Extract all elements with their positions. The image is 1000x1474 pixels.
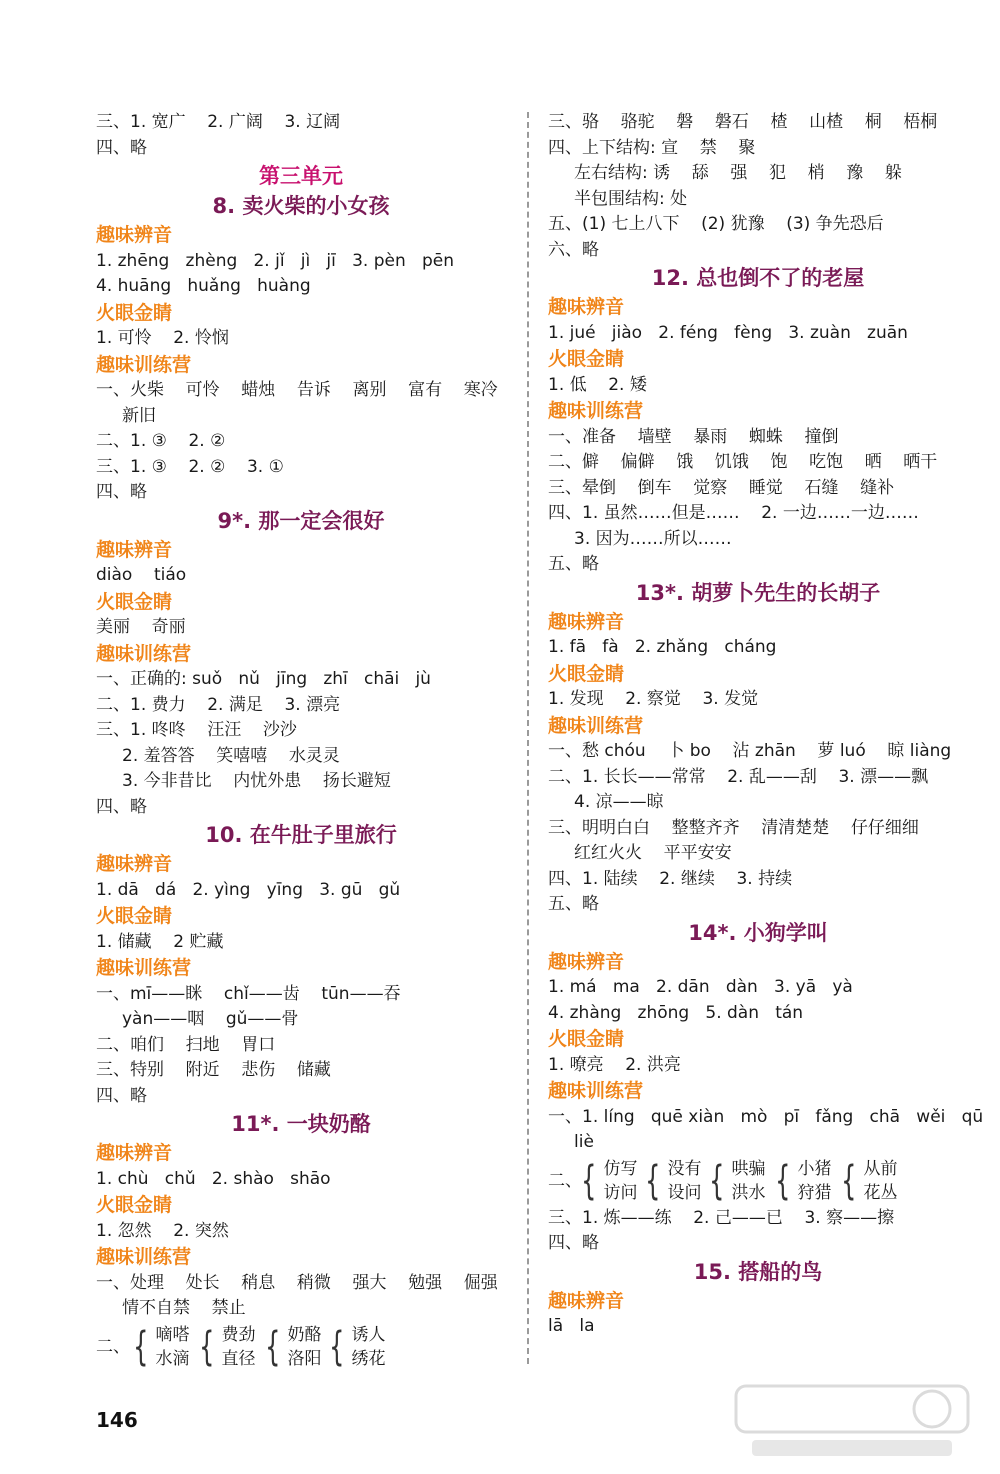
pair-word: 设问: [667, 1182, 702, 1203]
answer-line: 三、1. 炼——练 2. 己——已 3. 察——擦: [548, 1207, 895, 1228]
word-pair: [770, 1156, 831, 1206]
column-divider: [527, 112, 529, 1364]
answer-line: 一、正确的: suǒ nǔ jīng zhī chāi jù: [96, 669, 431, 689]
page-number: 146: [96, 1408, 138, 1432]
answer-line: 半包围结构: 处: [574, 188, 688, 209]
word-pair: [324, 1322, 385, 1372]
section-heading: 火眼金睛: [548, 1028, 625, 1050]
pair-word: 费劲: [221, 1324, 256, 1345]
pair-word: 小猪: [797, 1158, 832, 1179]
word-pair: [260, 1322, 321, 1372]
pair-word: 洛阳: [287, 1348, 322, 1369]
word-pair: [128, 1322, 189, 1372]
lesson-title: 15. 搭船的鸟: [693, 1259, 823, 1284]
answer-line: 一、1. líng quē xiàn mò pī fǎng chā wěi qū: [548, 1106, 984, 1127]
section-heading: 趣味辨音: [548, 296, 625, 318]
section-heading: 趣味辨音: [548, 1289, 625, 1312]
answer-line: 二、僻 偏僻 饿 饥饿 饱 吃饱 晒 晒干: [548, 452, 938, 472]
answer-line: 1. chù chǔ 2. shào shāo: [96, 1168, 331, 1189]
word-pair: [194, 1322, 255, 1372]
section-heading: 火眼金睛: [548, 662, 625, 685]
lesson-title: 14*. 小狗学叫: [688, 920, 828, 945]
section-heading: 趣味辨音: [96, 538, 173, 561]
answer-line: 四、略: [96, 796, 147, 817]
pair-word: 绣花: [351, 1348, 386, 1369]
section-heading: 趣味辨音: [96, 224, 173, 246]
word-pair: [576, 1156, 637, 1206]
pair-word: 花丛: [863, 1182, 898, 1203]
pair-word: 水滴: [155, 1348, 190, 1369]
answer-line: 二、1. 长长——常常 2. 乱——刮 3. 漂——飘: [548, 766, 929, 787]
brace-icon: {: [645, 1157, 661, 1204]
answer-line: 3. 今非昔比 内忧外患 扬长避短: [122, 771, 391, 791]
answer-line: lā la: [548, 1316, 595, 1336]
pair-word: 哄骗: [731, 1158, 766, 1179]
pair-word: 洪水: [731, 1182, 766, 1203]
answer-line: 六、略: [548, 239, 599, 260]
lesson-title: 13*. 胡萝卜先生的长胡子: [635, 580, 881, 605]
section-heading: 趣味训练营: [96, 353, 192, 376]
answer-line: 二、1. ③ 2. ②: [96, 431, 226, 451]
answer-line: 1. 储藏 2 贮藏: [96, 931, 224, 952]
pair-word: 狩猎: [797, 1182, 832, 1203]
answer-line: 四、略: [548, 1233, 599, 1253]
pair-word: 访问: [603, 1182, 638, 1203]
answer-line: 一、愁 chóu 卜 bo 沾 zhān 萝 luó 晾 liàng: [548, 741, 952, 761]
answer-line: 红红火火 平平安安: [574, 843, 732, 863]
section-heading: 趣味辨音: [548, 950, 625, 973]
right-column: [548, 110, 984, 1340]
answer-line: 3. 因为……所以……: [574, 528, 732, 549]
left-column: [96, 110, 506, 1372]
section-heading: 趣味辨音: [548, 610, 625, 633]
section-heading: 趣味训练营: [96, 957, 192, 979]
answer-line: 新旧: [122, 405, 156, 426]
pair-word: 从前: [863, 1158, 898, 1179]
brace-icon: {: [775, 1157, 791, 1204]
answer-line: 2. 羞答答 笑嘻嘻 水灵灵: [122, 745, 340, 766]
answer-line: 情不自禁 禁止: [122, 1298, 246, 1318]
pair-word: 奶酪: [287, 1324, 322, 1345]
answer-line: 1. fā fà 2. zhǎng cháng: [548, 637, 777, 657]
answer-line: 三、1. ③ 2. ② 3. ①: [96, 456, 284, 477]
answer-line: liè: [574, 1132, 594, 1152]
brace-icon: {: [199, 1323, 215, 1370]
answer-line: 1. jué jiào 2. féng fèng 3. zuàn zuān: [548, 322, 908, 343]
answer-line: 4. huāng huǎng huàng: [96, 276, 311, 296]
brace-icon: {: [133, 1323, 149, 1370]
section-heading: 趣味辨音: [96, 1142, 173, 1164]
answer-line: 左右结构: 诱 舔 强 犯 梢 豫 躲: [574, 163, 902, 183]
word-pair: [704, 1156, 765, 1206]
section-heading: 火眼金睛: [96, 1194, 173, 1216]
answer-line: 三、明明白白 整整齐齐 清清楚楚 仔仔细细: [548, 817, 919, 838]
answer-line: 1. 发现 2. 察觉 3. 发觉: [548, 689, 759, 709]
brace-group-row: [96, 1322, 506, 1372]
answer-line: 二、咱们 扫地 胃口: [96, 1034, 276, 1055]
answer-line: 1. 嘹亮 2. 洪亮: [548, 1054, 681, 1075]
answer-line: 1. má ma 2. dān dàn 3. yā yà: [548, 977, 853, 997]
answer-line: 四、略: [96, 482, 147, 502]
word-pair: [640, 1156, 701, 1206]
section-heading: 趣味训练营: [96, 642, 192, 665]
answer-line: 三、特别 附近 悲伤 储藏: [96, 1060, 331, 1080]
answer-line: 三、骆 骆驼 磐 磐石 楂 山楂 桐 梧桐: [548, 112, 938, 132]
section-heading: 趣味辨音: [96, 853, 173, 875]
answer-line: 三、1. 咚咚 汪汪 沙沙: [96, 720, 297, 740]
brace-group-row: [548, 1156, 968, 1206]
answer-line: 美丽 奇丽: [96, 617, 186, 637]
unit-heading: 第三单元: [259, 164, 343, 188]
answer-line: 1. dā dá 2. yìng yīng 3. gū gǔ: [96, 879, 401, 900]
answer-line: 4. 凉——晾: [574, 792, 664, 812]
answer-line: 三、1. 宽广 2. 广阔 3. 辽阔: [96, 112, 341, 132]
section-heading: 趣味训练营: [548, 1080, 644, 1102]
answer-line: 1. 低 2. 矮: [548, 374, 647, 395]
brace-icon: {: [329, 1323, 345, 1370]
section-heading: 火眼金睛: [548, 348, 625, 370]
answer-line: 五、(1) 七上八下 (2) 犹豫 (3) 争先恐后: [548, 214, 884, 234]
watermark-logo-icon: [732, 1382, 972, 1462]
pair-word: 嘀嗒: [155, 1324, 190, 1345]
section-heading: 趣味训练营: [548, 400, 644, 422]
lesson-title: 10. 在牛肚子里旅行: [205, 823, 397, 847]
section-heading: 火眼金睛: [96, 905, 173, 927]
brace-icon: {: [841, 1157, 857, 1204]
answer-line: 一、处理 处长 稍息 稍微 强大 勉强 倔强: [96, 1272, 498, 1293]
answer-line: 1. 可怜 2. 怜悯: [96, 328, 229, 348]
lesson-title: 12. 总也倒不了的老屋: [651, 266, 865, 290]
brace-row-label: 二、: [96, 1336, 130, 1357]
answer-line: 1. zhēng zhèng 2. jǐ jì jī 3. pèn pēn: [96, 250, 454, 271]
pair-word: 诱人: [351, 1324, 386, 1345]
answer-line: 五、略: [548, 894, 599, 914]
answer-line: 二、1. 费力 2. 满足 3. 漂亮: [96, 694, 341, 715]
section-heading: 火眼金睛: [96, 590, 173, 613]
brace-icon: {: [265, 1323, 281, 1370]
pair-word: 仿写: [603, 1158, 638, 1179]
answer-line: 四、1. 陆续 2. 继续 3. 持续: [548, 868, 793, 889]
brace-icon: {: [709, 1157, 725, 1204]
answer-line: 四、略: [96, 137, 147, 158]
answer-line: 一、mī——眯 chǐ——齿 tūn——吞: [96, 983, 401, 1004]
answer-line: 一、火柴 可怜 蜡烛 告诉 离别 富有 寒冷: [96, 380, 498, 400]
answer-line: 四、上下结构: 宣 禁 聚: [548, 137, 756, 158]
answer-line: diào tiáo: [96, 565, 187, 585]
answer-line: 一、准备 墙壁 暴雨 蜘蛛 撞倒: [548, 426, 839, 447]
lesson-title: 8. 卖火柴的小女孩: [212, 194, 390, 218]
answer-line: 四、略: [96, 1085, 147, 1106]
answer-line: 1. 忽然 2. 突然: [96, 1220, 229, 1241]
lesson-title: 11*. 一块奶酪: [231, 1112, 371, 1136]
answer-line: yàn——咽 gǔ——骨: [122, 1009, 299, 1029]
section-heading: 趣味训练营: [548, 714, 644, 737]
pair-word: 没有: [667, 1158, 702, 1179]
section-heading: 趣味训练营: [96, 1246, 192, 1268]
answer-line: 四、1. 虽然……但是…… 2. 一边……一边……: [548, 503, 919, 523]
pair-word: 直径: [221, 1348, 256, 1369]
word-pair: [836, 1156, 897, 1206]
lesson-title: 9*. 那一定会很好: [217, 508, 385, 533]
section-heading: 火眼金睛: [96, 301, 173, 324]
answer-line: 五、略: [548, 554, 599, 574]
brace-icon: {: [581, 1157, 597, 1204]
brace-row-label: 二、: [548, 1170, 582, 1191]
answer-line: 三、晕倒 倒车 觉察 睡觉 石缝 缝补: [548, 477, 895, 498]
answer-line: 4. zhàng zhōng 5. dàn tán: [548, 1002, 804, 1023]
